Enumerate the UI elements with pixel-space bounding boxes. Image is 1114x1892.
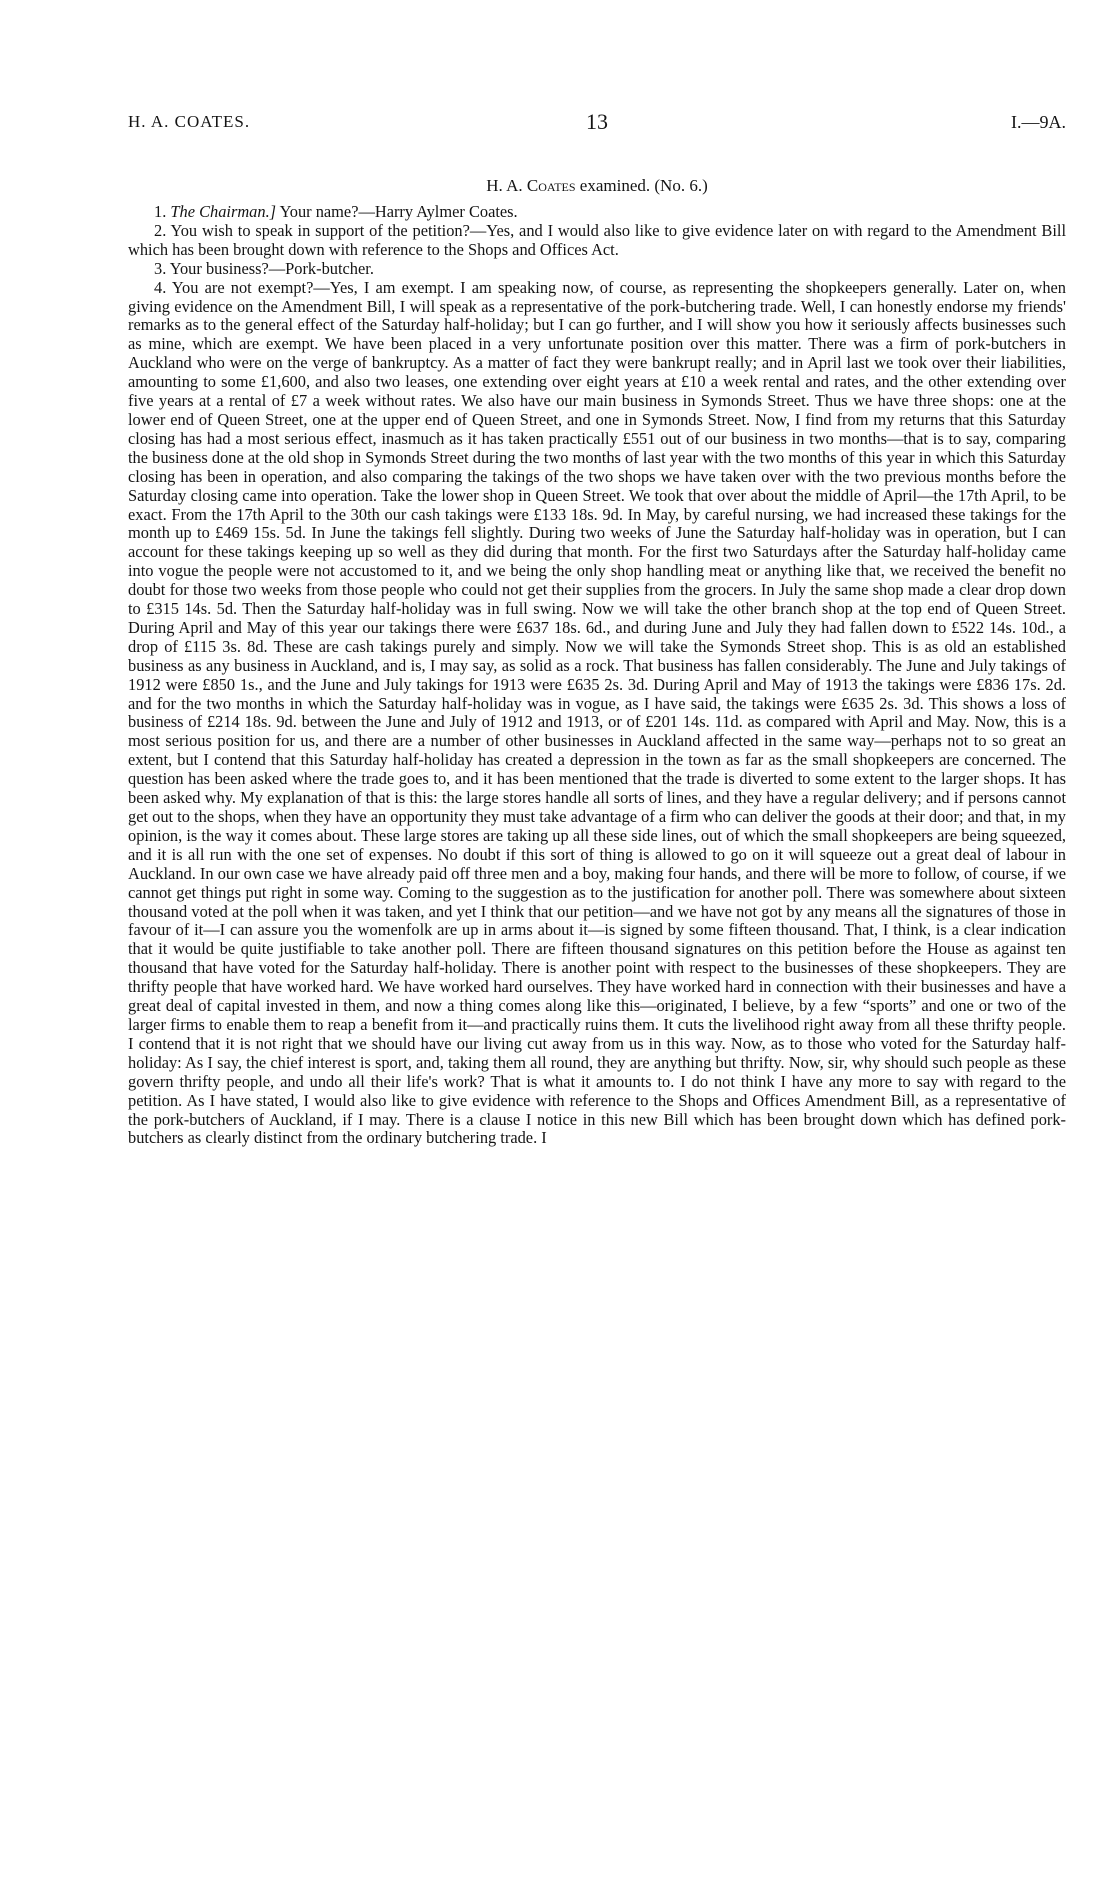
page-number: 13: [586, 109, 608, 134]
question-number: 1.: [154, 202, 167, 221]
question-text: You wish to speak in support of the petition?—Yes, and I would also like to give evidence later on with regard to the Amendment Bill which has been brought down with reference to the Shops and Offices Act.: [128, 220, 1067, 259]
evidence-body: [128, 203, 1066, 1148]
speaker-name: The Chairman.]: [170, 202, 277, 221]
header-witness-name: H. A. COATES.: [128, 112, 251, 131]
question-number: 4.: [154, 277, 167, 297]
question-paragraph: [128, 222, 1066, 260]
question-text: Your business?—Pork-butcher.: [169, 258, 374, 278]
witness-name: H. A. Coates: [486, 176, 576, 195]
question-text: Your name?—Harry Aylmer Coates.: [279, 202, 518, 221]
question-number: 3.: [154, 258, 167, 278]
running-header: [128, 109, 1066, 142]
question-paragraph: [128, 260, 1066, 279]
section-title: [128, 176, 1066, 196]
question-paragraph: [128, 203, 1066, 222]
question-paragraph: [128, 279, 1066, 1149]
question-number: 2.: [154, 220, 167, 240]
header-paper-reference: I.—9A.: [1011, 112, 1066, 132]
section-suffix: examined. (No. 6.): [579, 176, 708, 195]
question-text: You are not exempt?—Yes, I am exempt. I am speaking now, of course, as representing the shopkeepers generally. Later on, when giving evidence on the Amendment Bill, I will speak as a representative of the pork-butchering trade. Well, I can honestly endorse my friends' remarks as to the general effect of the Saturday half-holiday; but I can go further, and I will show you how it seriously affects businesses such as mine, which are exempt. We have been placed in a very unfortunate position over this matter. There was a firm of pork-butchers in Auckland who were on the verge of bankruptcy. As a matter of fact they were bankrupt really; and in April last we took over their liabilities, amounting to some £1,600, and also two leases, one extending over eight years at £10 a week rental and rates, and the other extending over five years at a rental of £7 a week without rates. We also have our main business in Symonds Street. Thus we have three shops: one at the lower end of Queen Street, one at the upper end of Queen Street, and one in Symonds Street. Now, I find from my returns that this Saturday closing has had a most serious effect, inasmuch as it has taken practically £551 out of our business in two months—that is to say, comparing the business done at the old shop in Symonds Street during the two months of last year with the two months of this year in which this Saturday closing has been in operation, and also comparing the takings of the two shops we have taken over with the two previous months before the Saturday closing came into operation. Take the lower shop in Queen Street. We took that over about the middle of April—the 17th April, to be exact. From the 17th April to the 30th our cash takings were £133 18s. 9d. In May, by careful nursing, we had increased these takings for the month up to £469 15s. 5d. In June the takings fell slightly. During two weeks of June the Saturday half-holiday was in operation, but I can account for these takings keeping up so well as they did during that month. For the first two Saturdays after the Saturday half-holiday came into vogue the people were not accustomed to it, and we being the only shop handling meat or anything like that, we received the benefit no doubt for those two weeks from those people who could not get their supplies from the grocers. In July the same shop made a clear drop down to £315 14s. 5d. Then the Saturday half-holiday was in full swing. Now we will take the other branch shop at the top end of Queen Street. During April and May of this year our takings there were £637 18s. 6d., and during June and July they had fallen down to £522 14s. 10d., a drop of £115 3s. 8d. These are cash takings purely and simply. Now we will take the Symonds Street shop. This is as old an established business as any business in Auckland, and is, I may say, as solid as a rock. That business has fallen considerably. The June and July takings of 1912 were £850 1s., and the June and July takings for 1913 were £635 2s. 3d. During April and May of 1913 the takings were £836 17s. 2d. and for the two months in which the Saturday half-holiday was in vogue, as I have said, the takings were £635 2s. 3d. This shows a loss of business of £214 18s. 9d. between the June and July of 1912 and 1913, or of £201 14s. 11d. as compared with April and May. Now, this is a most serious position for us, and there are a number of other businesses in Auckland affected in the same way—perhaps not to so great an extent, but I contend that this Saturday half-holiday has created a depression in the town as far as the small shopkeepers are concerned. The question has been asked where the trade goes to, and it has been mentioned that the trade is diverted to some extent to the larger shops. It has been asked why. My explanation of that is this: the large stores handle all sorts of lines, and they have a regular delivery; and if persons cannot get out to the shops, when they have an opportunity they must take advantage of a firm who can deliver the goods at their door; and that, in my opinion, is the way it comes about. These large stores are taking up all these side lines, out of which the small shopkeepers are being squeezed, and it is all run with the one set of expenses. No doubt if this sort of thing is allowed to go on it will squeeze out a great deal of labour in Auckland. In our own case we have already paid off three men and a boy, making four hands, and there will be more to follow, of course, if we cannot get things put right in some way. Coming to the suggestion as to the justification for another poll. There was somewhere about sixteen thousand voted at the poll when it was taken, and yet I think that our petition—and we have not got by any means all the signatures of those in favour of it—I can assure you the womenfolk are up in arms about it—is signed by some fifteen thousand. That, I think, is a clear indication that it would be quite justifiable to take another poll. There are fifteen thousand signatures on this petition before the House as against ten thousand that have voted for the Saturday half-holiday. There is another point with respect to the businesses of these shopkeepers. They are thrifty people that have worked hard. We have worked hard ourselves. They have worked hard in connection with their businesses and have a great deal of capital invested in them, and now a thing comes along like this—originated, I believe, by a few “sports” and one or two of the larger firms to enable them to reap a benefit from it—and practically ruins them. It cuts the livelihood right away from all these thrifty people. I contend that it is not right that we should have our living cut away from us in this way. Now, as to those who voted for the Saturday half-holiday: As I say, the chief interest is sport, and, taking them all round, they are anything but thrifty. Now, sir, why should such people as these govern thrifty people, and undo all their life's work? That is what it amounts to. I do not think I have any more to say with regard to the petition. As I have stated, I would also like to give evidence with reference to the Shops and Offices Amendment Bill, as a representative of the pork-butchers of Auckland, if I may. There is a clause I notice in this new Bill which has been brought down which has defined pork-butchers as clearly distinct from the ordinary butchering trade. I: [128, 277, 1067, 1148]
